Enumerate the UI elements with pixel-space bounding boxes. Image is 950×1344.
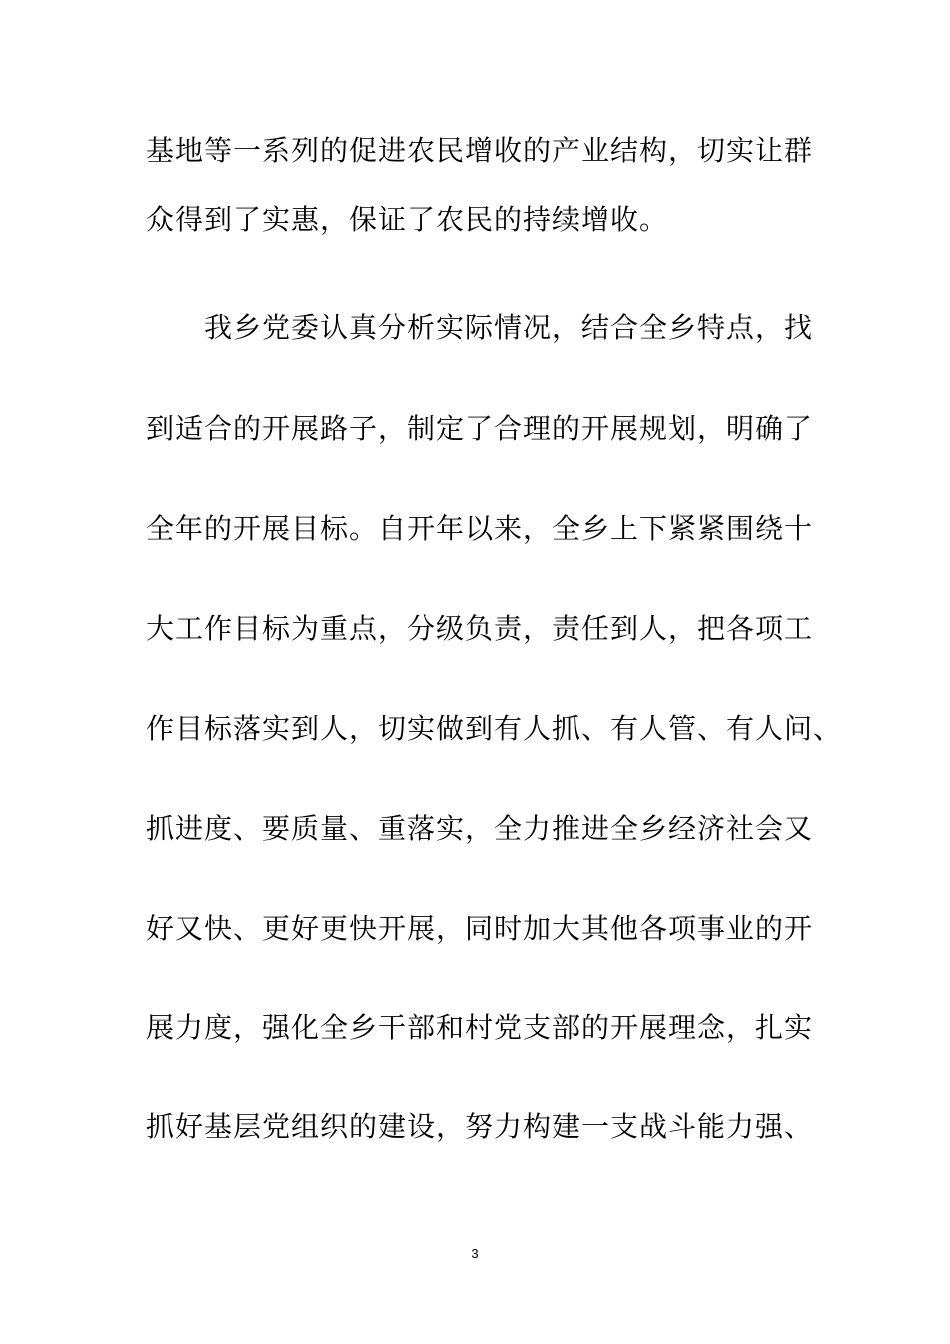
- text-line: 展力度，强化全乡干部和村党支部的开展理念，扎实: [146, 1011, 814, 1044]
- text-line: 作目标落实到人，切实做到有人抓、有人管、有人问、: [146, 712, 843, 745]
- text-line: 全年的开展目标。自开年以来，全乡上下紧紧围绕十: [146, 512, 814, 545]
- paragraph-first-line: 我乡党委认真分析实际情况，结合全乡特点，找: [204, 311, 814, 344]
- text-line: 基地等一系列的促进农民增收的产业结构，切实让群: [146, 134, 814, 167]
- text-line: 抓好基层党组织的建设，努力构建一支战斗能力强、: [146, 1110, 814, 1143]
- text-line: 抓进度、要质量、重落实，全力推进全乡经济社会又: [146, 812, 814, 845]
- text-line: 到适合的开展路子，制定了合理的开展规划，明确了: [146, 412, 814, 445]
- text-line: 好又快、更好更快开展，同时加大其他各项事业的开: [146, 912, 814, 945]
- text-line: 众得到了实惠，保证了农民的持续增收。: [146, 203, 669, 236]
- text-line: 大工作目标为重点，分级负责，责任到人，把各项工: [146, 612, 814, 645]
- page-number: 3: [471, 1246, 479, 1261]
